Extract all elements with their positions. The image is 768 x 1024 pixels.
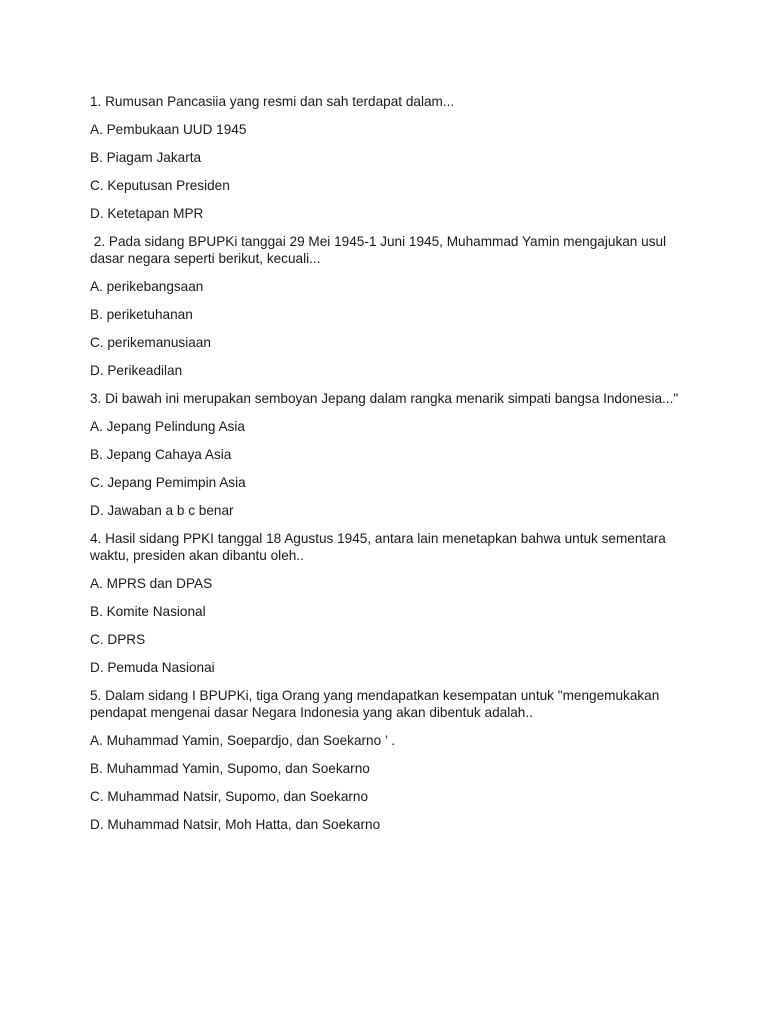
question-1-option-c: C. Keputusan Presiden: [90, 178, 230, 193]
question-5-option-d: D. Muhammad Natsir, Moh Hatta, dan Soekarno: [90, 817, 381, 832]
question-3-option-c: C. Jepang Pemimpin Asia: [90, 475, 246, 490]
question-4-option-a: A. MPRS dan DPAS: [90, 576, 213, 591]
question-4-option-c: C. DPRS: [90, 632, 146, 647]
question-3-option-b: B. Jepang Cahaya Asia: [90, 447, 232, 462]
question-2-option-c: C. perikemanusiaan: [90, 335, 211, 350]
question-5-text: 5. Dalam sidang I BPUPKi, tiga Orang yang mendapatkan kesempatan untuk "mengemukakan pendapat mengenai dasar Negara Indonesia yang akan dibentuk adalah..: [90, 688, 664, 720]
question-1-option-b: B. Piagam Jakarta: [90, 150, 202, 165]
question-3-option-d: D. Jawaban a b c benar: [90, 503, 234, 518]
question-1-option-a: A. Pembukaan UUD 1945: [90, 122, 247, 137]
question-4-option-d: D. Pemuda Nasionai: [90, 660, 215, 675]
question-3-text: 3. Di bawah ini merupakan semboyan Jepang dalam rangka menarik simpati bangsa Indonesia...": [90, 391, 679, 406]
question-3-option-a: A. Jepang Pelindung Asia: [90, 419, 245, 434]
question-5-option-c: C. Muhammad Natsir, Supomo, dan Soekarno: [90, 789, 369, 804]
question-4-text: 4. Hasil sidang PPKI tanggal 18 Agustus 1945, antara lain menetapkan bahwa untuk sementara waktu, presiden akan dibantu oleh..: [90, 531, 670, 563]
question-1-text: 1. Rumusan Pancasiia yang resmi dan sah terdapat dalam...: [90, 94, 455, 109]
question-5-option-b: B. Muhammad Yamin, Supomo, dan Soekarno: [90, 761, 370, 776]
document-page: [90, 93, 690, 833]
question-2-option-a: A. perikebangsaan: [90, 279, 204, 294]
question-1-option-d: D. Ketetapan MPR: [90, 206, 204, 221]
question-2-option-b: B. periketuhanan: [90, 307, 193, 322]
question-4-option-b: B. Komite Nasional: [90, 604, 206, 619]
question-5-option-a: A. Muhammad Yamin, Soepardjo, dan Soekarno ’ .: [90, 733, 396, 748]
question-2-text: 2. Pada sidang BPUPKi tanggai 29 Mei 1945-1 Juni 1945, Muhammad Yamin mengajukan usul dasar negara seperti berikut, kecuali...: [90, 234, 670, 266]
question-2-option-d: D. Perikeadilan: [90, 363, 183, 378]
